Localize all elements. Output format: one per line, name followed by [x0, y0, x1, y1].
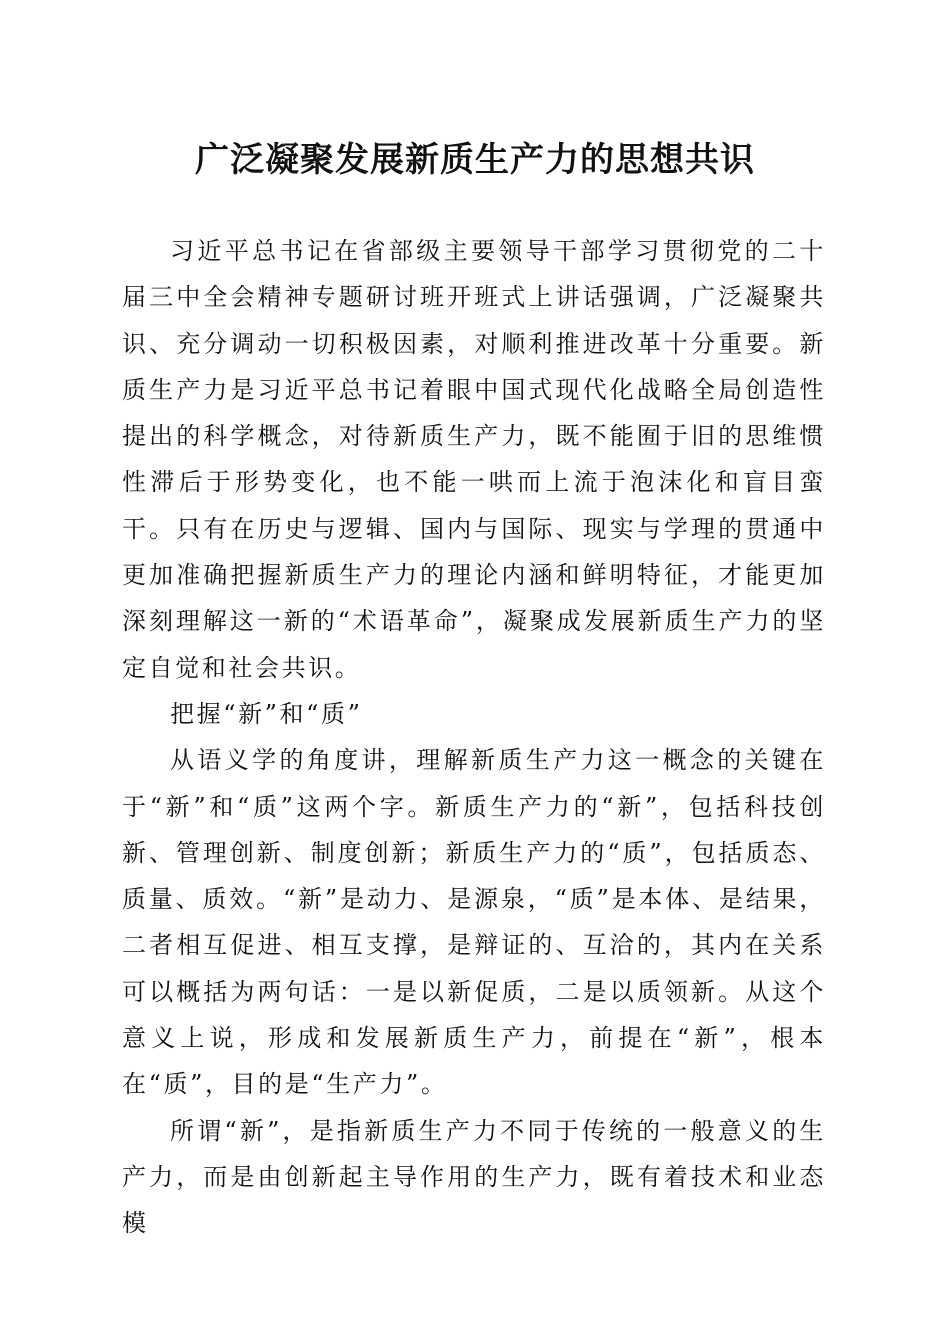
document-body	[122, 228, 826, 1247]
document-title: 广泛凝聚发展新质生产力的思想共识	[195, 140, 755, 180]
section-heading: 把握“新”和“质”	[170, 699, 363, 728]
paragraph-intro: 习近平总书记在省部级主要领导干部学习贯彻党的二十届三中全会精神专题研讨班开班式上讲话强调，广泛凝聚共识、充分调动一切积极因素，对顺利推进改革十分重要。新质生产力是习近平总书记着眼中国式现代化战略全局创造性提出的科学概念，对待新质生产力，既不能囿于旧的思维惯性滞后于形势变化，也不能一哄而上流于泡沫化和盲目蛮干。只有在历史与逻辑、国内与国际、现实与学理的贯通中更加准确把握新质生产力的理论内涵和鲜明特征，才能更加深刻理解这一新的“术语革命”，凝聚成发展新质生产力的坚定自觉和社会共识。	[122, 237, 826, 682]
paragraph-semantics: 从语义学的角度讲，理解新质生产力这一概念的关键在于“新”和“质”这两个字。新质生产力的“新”，包括科技创新、管理创新、制度创新；新质生产力的“质”，包括质态、质量、质效。“新”是动力、是源泉，“质”是本体、是结果，二者相互促进、相互支撑，是辩证的、互洽的，其内在关系可以概括为两句话：一是以新促质，二是以质领新。从这个意义上说，形成和发展新质生产力，前提在“新”，根本在“质”，目的是“生产力”。	[122, 746, 826, 1099]
paragraph-new: 所谓“新”，是指新质生产力不同于传统的一般意义的生产力，而是由创新起主导作用的生产力，既有着技术和业态模	[122, 1116, 826, 1238]
